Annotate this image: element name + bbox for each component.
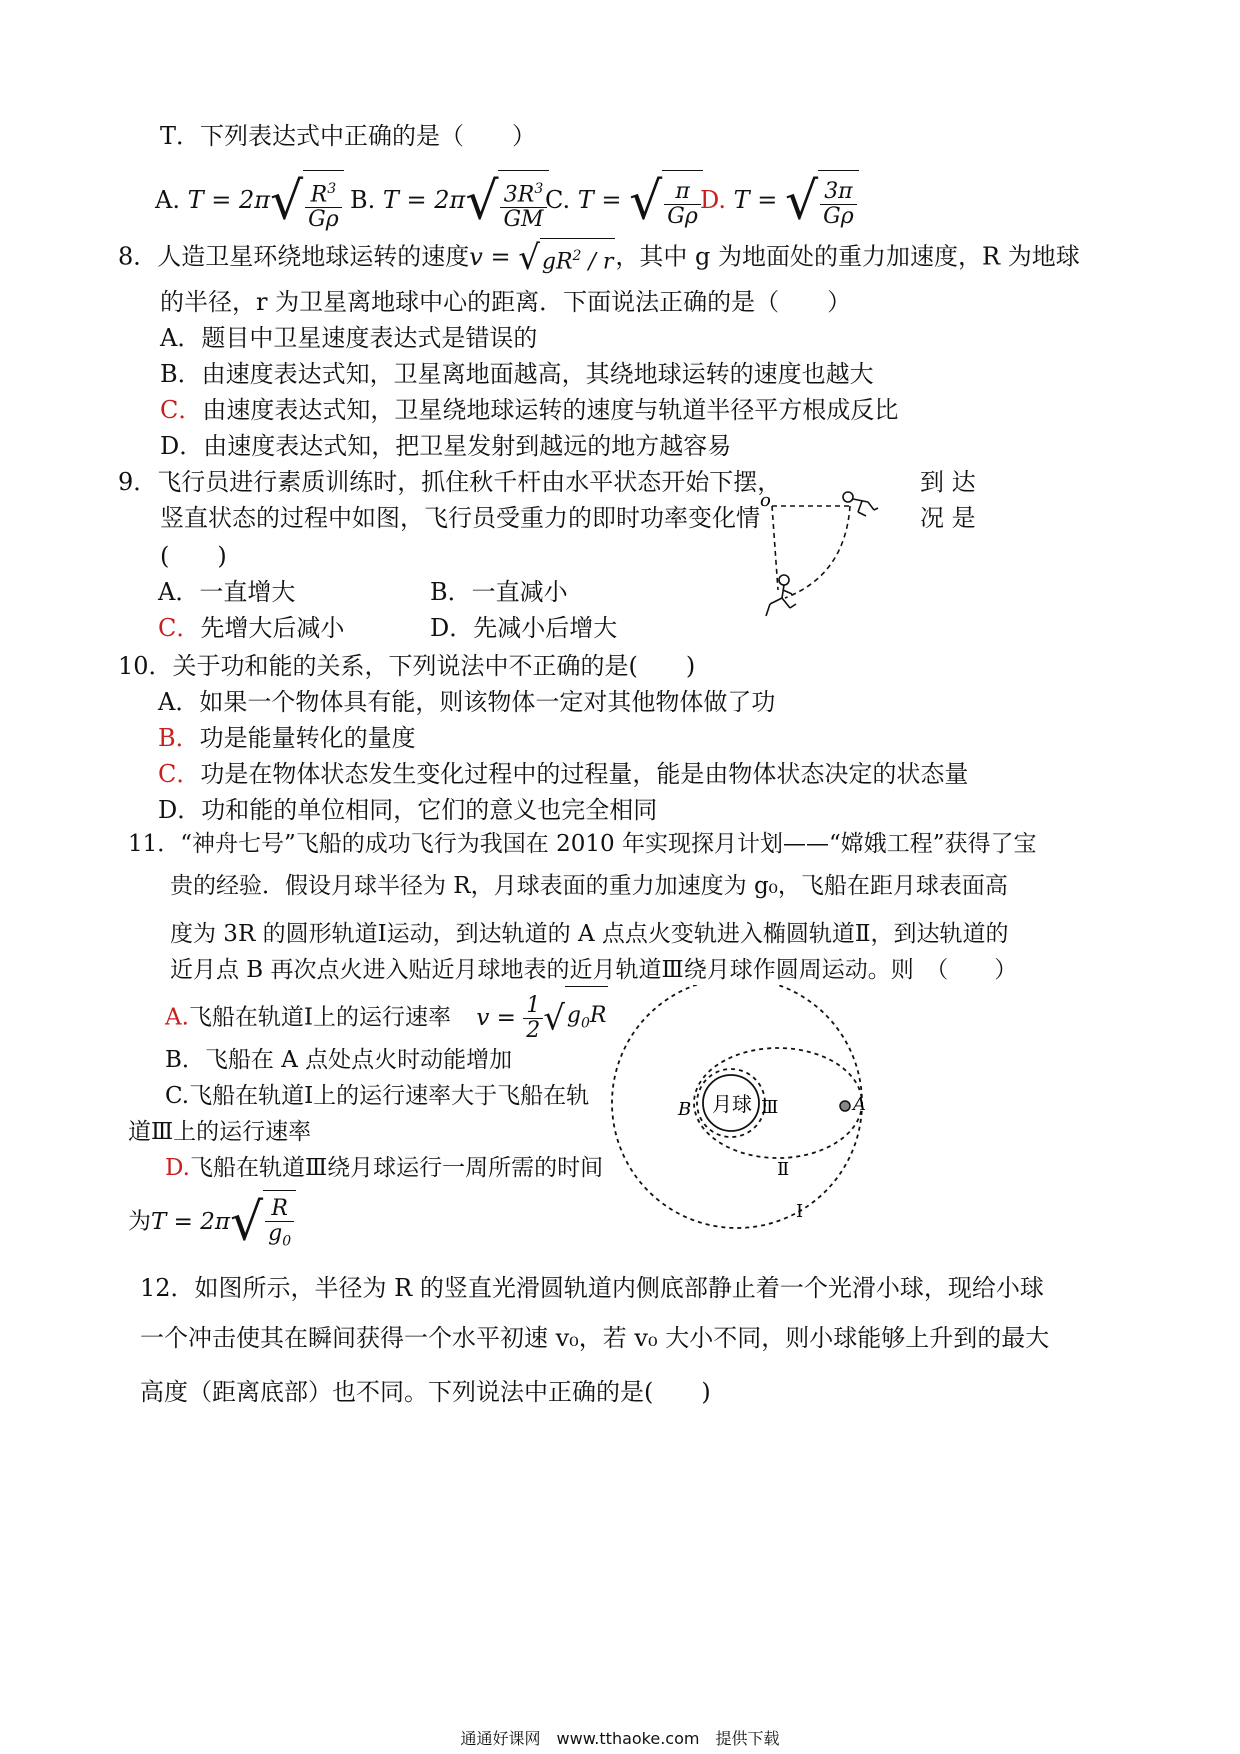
q9-option-c: C．先增大后减小 — [158, 614, 345, 642]
orbit-ii-label: Ⅱ — [777, 1159, 790, 1180]
q11-line4: 近月点 B 再次点火进入贴近月球地表的近月轨道Ⅲ绕月球作圆周运动。则 （ ） — [170, 957, 1018, 983]
orbit-figure — [600, 985, 900, 1235]
point-a-marker — [840, 1101, 850, 1111]
q11-option-d-prefix: 为 — [128, 1208, 151, 1235]
q9-line2-right: 况 是 — [920, 504, 976, 532]
q11-option-d-line1: D.飞船在轨道Ⅲ绕月球运行一周所需的时间 — [165, 1155, 604, 1181]
q8-line2: 的半径，r 为卫星离地球中心的距离．下面说法正确的是（ ） — [160, 288, 852, 316]
swing-arc-path — [785, 506, 850, 598]
q11-option-c-line1: C.飞船在轨道Ⅰ上的运行速率大于飞船在轨 — [165, 1083, 590, 1109]
q11-line3: 度为 3R 的圆形轨道Ⅰ运动，到达轨道的 A 点点火变轨进入椭圆轨道Ⅱ，到达轨道的 — [170, 921, 1009, 947]
moon-label: 月球 — [712, 1092, 752, 1116]
q8-line1-text: 8．人造卫星环绕地球运转的速度 — [118, 242, 470, 271]
q7-option-c — [545, 170, 703, 230]
q7-option-a-formula: T = 2π√ $\frac{R^3}{G\rho}$ — [188, 186, 344, 214]
q9-line1-right: 到 达 — [920, 468, 976, 496]
swing-vertical-rod — [772, 506, 778, 590]
q11-option-a — [165, 986, 608, 1042]
q12-line2: 一个冲击使其在瞬间获得一个水平初速 v₀，若 v₀ 大小不同，则小球能够上升到的最大 — [140, 1324, 1050, 1352]
q7-option-c-letter: C. — [545, 186, 571, 214]
q7-option-a-letter: A. — [155, 186, 180, 214]
q8-velocity-formula: $v = √gR^2 / r$ — [469, 238, 614, 279]
point-a-label: A — [853, 1094, 866, 1115]
q11-option-d-line2 — [128, 1190, 296, 1252]
q11-option-a-formula: v = $\frac{1}{2}$ $√g_0R$ — [476, 1005, 608, 1031]
pilot-top-icon — [843, 492, 878, 516]
q8-option-a: A．题目中卫星速度表达式是错误的 — [160, 324, 538, 352]
q10-option-a: A．如果一个物体具有能，则该物体一定对其他物体做了功 — [158, 688, 776, 716]
q10-stem: 10．关于功和能的关系，下列说法中不正确的是( ) — [118, 652, 696, 680]
orbit-i-label: Ⅰ — [796, 1201, 804, 1222]
q7-option-d — [700, 170, 859, 230]
q11-line1: 11．“神舟七号”飞船的成功飞行为我国在 2010 年实现探月计划——“嫦娥工程”获得了宝 — [128, 831, 1037, 857]
swing-figure — [740, 480, 900, 630]
orbit-iii-label: Ⅲ — [761, 1097, 779, 1118]
q9-option-b: B．一直减小 — [430, 578, 568, 606]
point-b-label: B — [678, 1099, 692, 1120]
q9-line1: 9．飞行员进行素质训练时，抓住秋千杆由水平状态开始下摆， — [118, 468, 782, 496]
q8-line1-text-2: ，其中 g 为地面处的重力加速度，R 为地球 — [615, 242, 1080, 271]
q11-option-d-formula: T = 2π√ $\frac{R}{g_0}$ — [151, 1209, 296, 1235]
q7-option-b — [350, 170, 549, 233]
q8-option-d: D．由速度表达式知，把卫星发射到越远的地方越容易 — [160, 432, 732, 460]
q7-option-d-formula: T = √ $\frac{3\pi}{G\rho}$ — [734, 186, 859, 214]
q7-option-d-letter: D. — [700, 186, 727, 214]
q9-line3: ( ) — [160, 542, 227, 570]
q11-option-a-letter: A. — [165, 1004, 189, 1031]
q12-line3: 高度（距离底部）也不同。下列说法中正确的是( ) — [140, 1378, 711, 1406]
page-footer: 通通好课网 www.tthaoke.com 提供下载 — [460, 1729, 780, 1748]
q12-line1: 12．如图所示，半径为 R 的竖直光滑圆轨道内侧底部静止着一个光滑小球，现给小球 — [140, 1274, 1044, 1302]
q7-option-a — [155, 170, 344, 233]
q10-option-d: D．功和能的单位相同，它们的意义也完全相同 — [158, 796, 658, 824]
q9-line2: 竖直状态的过程中如图，飞行员受重力的即时功率变化情 — [160, 504, 760, 532]
q10-option-c: C．功是在物体状态发生变化过程中的过程量，能是由物体状态决定的状态量 — [158, 760, 969, 788]
swing-pivot-label: o — [760, 490, 771, 511]
q8-line1 — [118, 238, 1080, 278]
q9-option-a: A．一直增大 — [158, 578, 296, 606]
q7-option-b-formula: T = 2π√ $\frac{3R^3}{GM}$ — [383, 186, 549, 214]
q11-option-b: B．飞船在 A 点处点火时动能增加 — [165, 1047, 513, 1073]
q7-stem: T．下列表达式中正确的是（ ） — [160, 122, 537, 150]
q11-option-a-text: 飞船在轨道Ⅰ上的运行速率 — [188, 1004, 452, 1031]
q11-line2: 贵的经验．假设月球半径为 R，月球表面的重力加速度为 g₀，飞船在距月球表面高 — [170, 873, 1008, 899]
q11-option-c-line2: 道Ⅲ上的运行速率 — [128, 1119, 312, 1145]
q7-option-b-letter: B. — [350, 186, 376, 214]
q8-option-c: C．由速度表达式知，卫星绕地球运转的速度与轨道半径平方根成反比 — [160, 396, 899, 424]
q7-option-c-formula: T = √ $\frac{\pi}{G\rho}$ — [578, 186, 703, 214]
q9-option-d: D．先减小后增大 — [430, 614, 618, 642]
q10-option-b: B．功是能量转化的量度 — [158, 724, 416, 752]
q8-option-b: B．由速度表达式知，卫星离地面越高，其绕地球运转的速度也越大 — [160, 360, 874, 388]
